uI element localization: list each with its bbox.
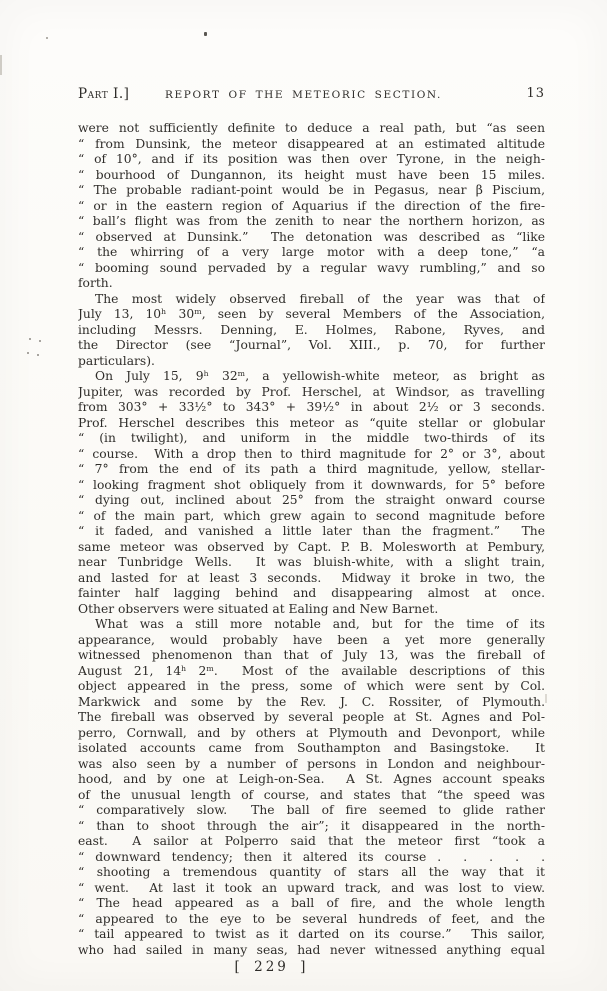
text-line: “ bourhood of Dungannon, its height must have been 15 miles. (78, 167, 545, 182)
text-line: “ appeared to the eye to be several hundreds of feet, and the (78, 911, 545, 926)
text-line: “ from Dunsink, the meteor disappeared at an estimated altitude (78, 136, 545, 151)
text-line: east. A sailor at Polperro said that the meteor first “took a (78, 834, 545, 848)
text-line: Jupiter, was recorded by Prof. Herschel, at Windsor, as travelling (78, 384, 545, 399)
text-line: August 21, 14ʰ 2ᵐ. Most of the available descriptions of this (78, 663, 545, 678)
part-label: Part I.] (78, 86, 130, 102)
running-title: REPORT OF THE METEORIC SECTION. (165, 89, 442, 101)
text-line: Markwick and some by the Rev. J. C. Rossiter, of Plymouth. (78, 694, 545, 709)
text-line: “ The head appeared as a ball of fire, and the whole length (78, 896, 545, 910)
text-line: “ ball’s flight was from the zenith to near the northern horizon, as (78, 214, 545, 228)
text-line: Other observers were situated at Ealing and New Barnet. (78, 601, 439, 616)
body-text (78, 121, 545, 958)
text-line: from 303° + 33½° to 343° + 39½° in about 2½ or 3 seconds. (78, 400, 545, 414)
text-line: “ of the main part, which grew again to second magnitude before (78, 508, 545, 523)
text-line: particulars). (78, 353, 155, 368)
text-line: “ comparatively slow. The ball of fire seemed to glide rather (78, 803, 545, 817)
text-line: were not sufficiently definite to deduce a real path, but “as seen (78, 121, 545, 135)
text-line: July 13, 10ʰ 30ᵐ, seen by several Members of the Association, (78, 307, 545, 321)
text-line: same meteor was observed by Capt. P. B. Molesworth at Pembury, (78, 539, 545, 554)
text-line: near Tunbridge Wells. It was bluish-white, with a slight train, (78, 555, 545, 569)
text-line: including Messrs. Denning, E. Holmes, Rabone, Ryves, and (78, 322, 545, 337)
paragraph (78, 121, 545, 292)
text-line: “ it faded, and vanished a little later than the fragment.” The (78, 524, 545, 538)
text-line: “ the whirring of a very large motor with a deep tone,” “a (78, 245, 545, 259)
scan-speck (46, 37, 48, 39)
scan-margin-dot (29, 338, 31, 340)
text-line: “ shooting a tremendous quantity of stars all the way that it (78, 865, 545, 879)
scan-speck (204, 32, 207, 36)
text-line: Prof. Herschel describes this meteor as “quite stellar or globular (78, 415, 545, 430)
scan-margin-dot (27, 352, 29, 354)
text-line: appearance, would probably have been a yet more generally (78, 632, 545, 647)
scan-margin-dot (39, 340, 41, 342)
text-line: “ of 10°, and if its position was then over Tyrone, in the neigh- (78, 152, 545, 166)
text-line: and lasted for at least 3 seconds. Midway it broke in two, the (78, 570, 545, 585)
text-line: “ The probable radiant-point would be in Pegasus, near β Piscium, (78, 183, 545, 197)
text-line: “ observed at Dunsink.” The detonation was described as “like (78, 229, 545, 244)
text-line: “ downward tendency; then it altered its course . . . . . (78, 849, 545, 864)
text-line: The most widely observed fireball of the year was that of (95, 291, 545, 306)
text-line: What was a still more notable and, but for the time of its (95, 617, 545, 631)
text-line: isolated accounts came from Southampton and Basingstoke. It (78, 741, 545, 755)
text-line: “ (in twilight), and uniform in the middle two-thirds of its (78, 431, 545, 445)
footer-page-mark: [ 229 ] (234, 959, 309, 975)
text-line: “ 7° from the end of its path a third magnitude, yellow, stellar- (78, 462, 545, 476)
text-line: The fireball was observed by several people at St. Agnes and Pol- (78, 710, 545, 724)
text-line: “ booming sound pervaded by a regular wavy rumbling,” and so (78, 260, 545, 275)
text-line: was also seen by a number of persons in London and neighbour- (78, 756, 545, 771)
text-line: “ course. With a drop then to third magnitude for 2° or 3°, about (78, 446, 545, 461)
text-line: who had sailed in many seas, had never witnessed anything equal (78, 942, 545, 957)
paragraph (78, 292, 545, 370)
text-line: “ looking fragment shot obliquely from it downwards, for 5° before (78, 477, 545, 492)
paragraph (78, 617, 545, 958)
text-line: fainter half lagging behind and disappearing almost at once. (78, 586, 545, 600)
page-number: 13 (526, 86, 545, 101)
text-line: perro, Cornwall, and by others at Plymouth and Devonport, while (78, 725, 545, 740)
text-line: “ went. At last it took an upward track, and was lost to view. (78, 880, 545, 895)
text-line: On July 15, 9ʰ 32ᵐ, a yellowish-white meteor, as bright as (95, 369, 545, 383)
text-line: “ dying out, inclined about 25° from the straight onward course (78, 493, 545, 507)
scan-right-mark (545, 694, 547, 703)
scan-edge-mark (0, 55, 2, 75)
text-line: of the unusual length of course, and states that “the speed was (78, 787, 545, 802)
paragraph (78, 369, 545, 617)
text-line: “ tail appeared to twist as it darted on its course.” This sailor, (78, 927, 545, 941)
text-line: witnessed phenomenon than that of July 13, was the fireball of (78, 648, 545, 662)
text-line: the Director (see “Journal”, Vol. XIII., p. 70, for further (78, 338, 545, 352)
text-line: hood, and by one at Leigh-on-Sea. A St. Agnes account speaks (78, 772, 545, 786)
text-line: “ or in the eastern region of Aquarius if the direction of the fire- (78, 198, 545, 213)
scan-margin-dot (37, 354, 39, 356)
text-line: “ than to shoot through the air”; it disappeared in the north- (78, 818, 545, 833)
text-line: forth. (78, 276, 113, 290)
text-line: object appeared in the press, some of which were sent by Col. (78, 679, 545, 693)
